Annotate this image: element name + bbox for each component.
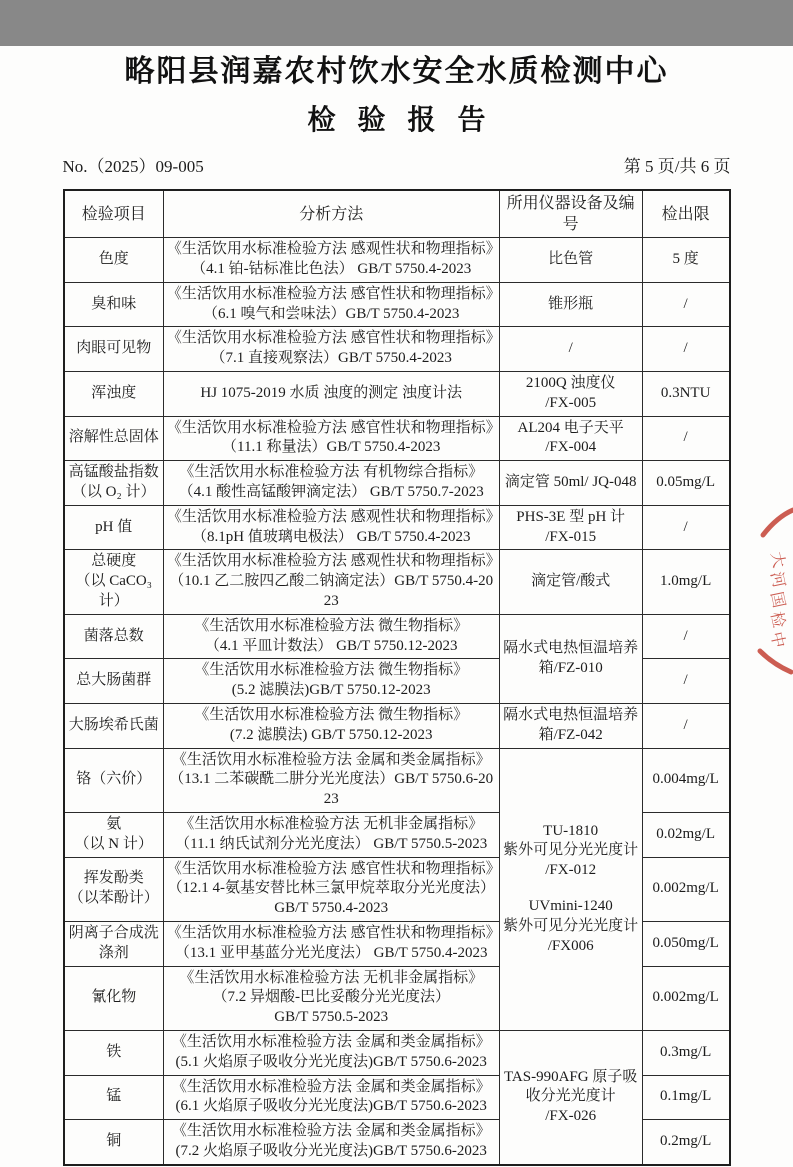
cell-line: 《生活饮用水标准检验方法 有机物综合指标》 [179,464,484,481]
cell-line: 阴离子合成洗 [68,924,159,941]
item-cell [64,703,164,748]
table-row [64,1030,730,1075]
cell-line: 《生活饮用水标准检验方法 感官性状和物理指标》 [166,924,501,941]
cell-line [503,881,639,898]
table-row [64,461,730,506]
cell-line: 《生活饮用水标准检验方法 微生物指标》 [194,662,469,679]
limit-cell: / [642,703,729,748]
cell-line: （13.1 亚甲基蓝分光光度法） GB/T 5750.4-2023 [174,944,488,961]
cell-line: 铬（六价） [76,771,152,788]
cell-line: （8.1pH 值玻璃电极法） GB/T 5750.4-2023 [191,528,471,545]
method-cell [163,505,499,550]
cell-line: （以 O₂ 计） [71,483,156,500]
instrument-cell [499,1030,642,1164]
item-cell [64,1120,164,1165]
limit-cell: 0.3NTU [642,372,729,417]
limit-cell: 0.004mg/L [642,748,729,812]
instrument-cell [499,416,642,461]
instrument-cell [499,614,642,703]
cell-line: 《生活饮用水标准检验方法 感观性状和物理指标》 [166,553,501,570]
item-cell [64,327,164,372]
cell-line: 氨 [106,815,122,832]
table-row [64,327,730,372]
cell-line: 锥形瓶 [548,295,594,312]
table-head [64,190,730,238]
cell-line: 《生活饮用水标准检验方法 微生物指标》 [194,617,469,634]
method-cell [163,550,499,614]
item-cell [64,1030,164,1075]
limit-cell: / [642,659,729,704]
seal-char: 中 [767,630,788,650]
cell-line: 氰化物 [91,989,137,1006]
cell-line: 锰 [106,1088,122,1105]
cell-line: 隔水式电热恒温培养 [503,706,639,723]
meta-row [63,152,731,177]
cell-line: GB/T 5750.4-2023 [274,900,389,917]
cell-line: /FX-015 [545,528,597,545]
header-item: 检验项目 [64,190,164,238]
item-cell [64,812,164,857]
cell-line: （4.1 酸性高锰酸钾滴定法） GB/T 5750.7-2023 [178,483,484,500]
cell-line: /FX-026 [545,1108,597,1125]
limit-cell: 0.05mg/L [642,461,729,506]
cell-line: 挥发酚类 [83,870,144,887]
limit-cell: / [642,614,729,659]
seal-char: 国 [767,590,788,610]
cell-line: 《生活饮用水标准检验方法 金属和类金属指标》 [171,1123,491,1140]
limit-cell: 0.050mg/L [642,921,729,966]
method-cell [163,416,499,461]
page-indicator: 第 5 页/共 6 页 [623,157,731,176]
item-cell [64,282,164,327]
table-row [64,238,730,283]
cell-line: 铁 [106,1043,122,1060]
method-cell [163,1120,499,1165]
cell-line: 总大肠菌群 [76,672,152,689]
item-cell [64,461,164,506]
instrument-cell [499,505,642,550]
item-cell [64,372,164,417]
item-cell [64,505,164,550]
cell-line: 《生活饮用水标准检验方法 感官性状和物理指标》 [166,285,501,302]
method-cell [163,1030,499,1075]
cell-line: 滴定管/酸式 [531,573,611,590]
cell-line: （以 CaCO₃ 计） [75,573,152,609]
cell-line: HJ 1075-2019 水质 浊度的测定 浊度计法 [200,384,463,401]
table-row [64,282,730,327]
cell-line: /FX-005 [545,394,597,411]
cell-line: （4.1 平皿计数法） GB/T 5750.12-2023 [204,637,458,654]
cell-line: /FX006 [547,938,594,955]
method-cell [163,748,499,812]
cell-line: /FX-004 [545,439,597,456]
cell-line: AL204 电子天平 [517,419,624,436]
cell-line: 《生活饮用水标准检验方法 感官性状和物理指标》 [166,330,501,347]
table-row [64,505,730,550]
cell-line: (5.2 滤膜法)GB/T 5750.12-2023 [231,682,431,699]
method-cell [163,1075,499,1120]
cell-line: 臭和味 [91,295,137,312]
method-cell [163,372,499,417]
method-cell [163,659,499,704]
item-cell [64,857,164,921]
table-header-row [64,190,730,238]
cell-line: 肉眼可见物 [76,340,152,357]
item-cell [64,614,164,659]
cell-line: 《生活饮用水标准检验方法 金属和类金属指标》 [171,1078,491,1095]
cell-line: 涤剂 [98,944,129,961]
cell-line: 《生活饮用水标准检验方法 金属和类金属指标》 [171,1033,491,1050]
item-cell [64,659,164,704]
table-row [64,748,730,812]
method-cell [163,282,499,327]
cell-line: (7.2 火焰原子吸收分光光度法)GB/T 5750.6-2023 [175,1142,487,1159]
cell-line: 《生活饮用水标准检验方法 金属和类金属指标》 [171,751,491,768]
limit-cell: 0.02mg/L [642,812,729,857]
limit-cell: / [642,416,729,461]
cell-line: (5.1 火焰原子吸收分光光度法)GB/T 5750.6-2023 [175,1053,487,1070]
item-cell [64,550,164,614]
table-row [64,614,730,659]
results-table [63,189,731,1166]
cell-line: （11.1 称量法）GB/T 5750.4-2023 [222,439,441,456]
cell-line: 《生活饮用水标准检验方法 无机非金属指标》 [179,969,484,986]
cell-line: 箱/FZ-010 [538,659,603,676]
cell-line: 《生活饮用水标准检验方法 感观性状和物理指标》 [166,241,501,258]
cell-line: UVmini-1240 [528,898,613,915]
cell-line: 隔水式电热恒温培养 [503,640,639,657]
document-page [0,46,793,1167]
cell-line: 总硬度 [91,553,137,570]
method-cell [163,812,499,857]
cell-line: TU-1810 [543,822,599,839]
limit-cell: 1.0mg/L [642,550,729,614]
cell-line: 溶解性总固体 [68,429,159,446]
instrument-cell [499,748,642,1030]
instrument-cell [499,703,642,748]
seal-char: 河 [767,570,788,590]
cell-line: （12.1 4-氨基安替比林三氯甲烷萃取分光光度法） [167,880,495,897]
cell-line: 大肠埃希氏菌 [68,716,159,733]
instrument-cell [499,550,642,614]
method-cell [163,703,499,748]
limit-cell: 0.2mg/L [642,1120,729,1165]
cell-line: （以 N 计） [74,835,153,852]
report-title: 检验报告 [307,104,508,135]
cell-line: /FX-012 [545,862,597,879]
limit-cell: / [642,505,729,550]
limit-cell: 0.002mg/L [642,857,729,921]
cell-line: （6.1 嗅气和尝味法）GB/T 5750.4-2023 [203,305,460,322]
limit-cell: / [642,327,729,372]
limit-cell: 5 度 [642,238,729,283]
cell-line: 高锰酸盐指数 [68,464,159,481]
cell-line: (6.1 火焰原子吸收分光光度法)GB/T 5750.6-2023 [175,1098,487,1115]
seal-char: 大 [767,550,788,570]
method-cell [163,921,499,966]
report-number: No.（2025）09-005 [62,157,204,176]
cell-line: TAS-990AFG 原子吸 [503,1068,638,1085]
cell-line: （13.1 二苯碳酰二肼分光光度法）GB/T 5750.6-2023 [169,771,494,808]
table-row [64,372,730,417]
method-cell [163,614,499,659]
item-cell [64,1075,164,1120]
table-row [64,703,730,748]
cell-line: 《生活饮用水标准检验方法 感观性状和物理指标》 [166,508,501,525]
cell-line: GB/T 5750.5-2023 [274,1009,389,1026]
cell-line: 《生活饮用水标准检验方法 感官性状和物理指标》 [166,860,501,877]
cell-line: 《生活饮用水标准检验方法 无机非金属指标》 [179,815,484,832]
cell-line: 《生活饮用水标准检验方法 感官性状和物理指标》 [166,419,501,436]
cell-line: 浑浊度 [91,384,137,401]
limit-cell: / [642,282,729,327]
header-instrument: 所用仪器设备及编号 [499,190,642,238]
cell-line: （10.1 乙二胺四乙酸二钠滴定法）GB/T 5750.4-2023 [169,573,494,609]
method-cell [163,327,499,372]
seal-char: 检 [767,610,788,630]
method-cell [163,857,499,921]
header-method: 分析方法 [163,190,499,238]
cell-line: 收分光光度计 [525,1088,616,1105]
cell-line: pH 值 [95,518,133,535]
method-cell [163,461,499,506]
limit-cell: 0.3mg/L [642,1030,729,1075]
cell-line: 《生活饮用水标准检验方法 微生物指标》 [194,706,469,723]
instrument-cell [499,327,642,372]
table-row [64,416,730,461]
header-limit: 检出限 [642,190,729,238]
cell-line: （11.1 纳氏试剂分光光度法） GB/T 5750.5-2023 [175,835,488,852]
limit-cell: 0.002mg/L [642,966,729,1030]
instrument-cell [499,238,642,283]
cell-line: / [568,340,573,357]
instrument-cell [499,282,642,327]
cell-line: 比色管 [548,251,594,268]
cell-line: （以苯酚计） [68,890,159,907]
cell-line: 紫外可见分光光度计 [503,842,639,859]
item-cell [64,966,164,1030]
instrument-cell [499,372,642,417]
cell-line: 紫外可见分光光度计 [503,918,639,935]
cell-line: PHS-3E 型 pH 计 [516,508,626,525]
instrument-cell [499,461,642,506]
cell-line: （7.2 异烟酸-巴比妥酸分光光度法） [212,989,450,1006]
org-title: 略阳县润嘉农村饮水安全水质检测中心 [124,55,669,88]
limit-cell: 0.1mg/L [642,1075,729,1120]
cell-line: 铜 [106,1132,122,1149]
cell-line: (7.2 滤膜法) GB/T 5750.12-2023 [229,726,433,743]
cell-line: （4.1 铂-钴标准比色法） GB/T 5750.4-2023 [191,261,472,278]
cell-line: 色度 [98,251,129,268]
cell-line: 2100Q 浊度仪 [525,375,616,391]
item-cell [64,921,164,966]
table-row [64,550,730,614]
item-cell [64,748,164,812]
cell-line: 菌落总数 [83,627,144,644]
cell-line: （7.1 直接观察法）GB/T 5750.4-2023 [210,350,452,367]
cell-line: 滴定管 50ml/ JQ-048 [504,474,637,491]
method-cell [163,238,499,283]
item-cell [64,416,164,461]
cell-line: 箱/FZ-042 [538,726,603,743]
method-cell [163,966,499,1030]
table-body [64,238,730,1165]
item-cell [64,238,164,283]
red-seal-partial-icon [757,501,793,679]
